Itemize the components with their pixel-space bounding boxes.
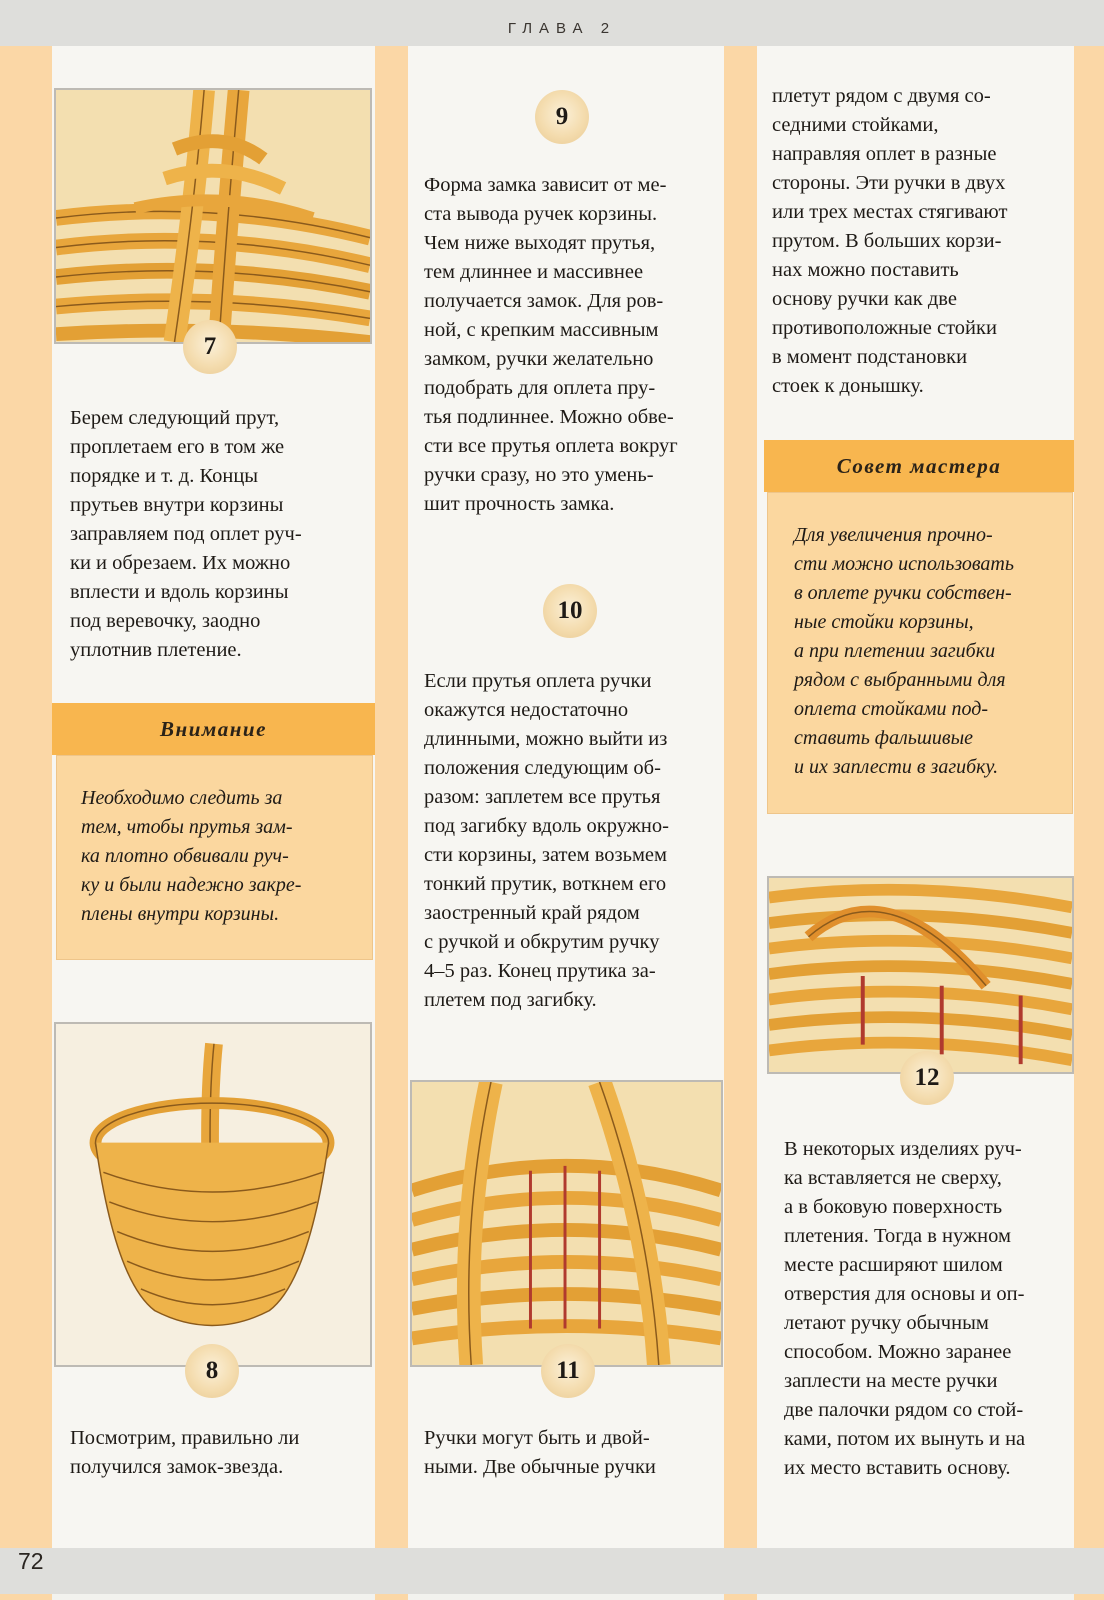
step-badge-8: 8 [185, 1344, 239, 1398]
side-stripe-mid-2 [724, 0, 757, 1600]
illustration-step-11 [410, 1080, 723, 1367]
step-badge-12: 12 [900, 1051, 954, 1105]
footer-band [0, 1548, 1104, 1594]
illustration-step-7 [54, 88, 372, 344]
side-stripe-left [0, 0, 52, 1600]
step-10-text: Если прутья оплета ручки окажутся недостаточно длинными, можно выйти из положения следующим об- разом: заплетем все прутья под загибку вдоль окружно- сти корзины, затем возьмем тонкий прутик, воткнем его заостренный край рядом с ручкой и обкрутим ручку 4–5 раз. Конец прутика за- плетем под загибку. [424, 670, 669, 1011]
step-7-text: Берем следующий прут, проплетаем его в том же порядке и т. д. Концы прутьев внутри корзины заправляем под оплет руч- ки и обрезаем. Их можно вплести и вдоль корзины под веревочку, заодно уплотнив плетение. [70, 407, 302, 661]
chapter-header: ГЛАВА 2 [507, 20, 617, 37]
page-number: 72 [18, 1548, 44, 1574]
attention-callout-text: Необходимо следить за тем, чтобы прутья зам- ка плотно обвивали руч- ку и были надежно закре- плены внутри корзины. [81, 787, 302, 925]
step-badge-10: 10 [543, 584, 597, 638]
attention-callout [56, 755, 373, 960]
tip-callout [767, 492, 1073, 814]
double-handle-basket-icon [412, 1082, 721, 1365]
attention-callout-title: Внимание [52, 703, 375, 755]
illustration-step-12 [767, 876, 1074, 1074]
round-basket-icon [56, 1024, 370, 1365]
step-12-text: В некоторых изделиях руч- ка вставляется не сверху, а в боковую поверхность плетения. Тогда в нужном месте расширяют шилом отверстия для основы и оп- летают ручку обычным способом. Можно заранее заплести на месте ручки две палочки рядом со стой- ками, потом их вынуть и на их место вставить основу. [784, 1138, 1026, 1479]
side-stripe-mid-1 [375, 0, 408, 1600]
step-badge-11: 11 [541, 1344, 595, 1398]
step-badge-9: 9 [535, 90, 589, 144]
weave-lock-closeup-icon [56, 90, 370, 342]
step-9-text: Форма замка зависит от ме- ста вывода ручек корзины. Чем ниже выходят прутья, тем длиннее и массивнее получается замок. Для ров- ной, с крепким массивным замком, ручки желательно подобрать для оплета пру- тья подлиннее. Можно обве- сти все прутья оплета вокруг ручки сразу, но это умень- шит прочность замка. [424, 174, 678, 515]
illustration-step-8 [54, 1022, 372, 1367]
step-8-text: Посмотрим, правильно ли получился замок-звезда. [70, 1427, 300, 1478]
step-badge-7: 7 [183, 320, 237, 374]
tip-callout-text: Для увеличения прочно- сти можно использовать в оплете ручки собствен- ные стойки корзины, а при плетении загибки рядом с выбранными для оплета стойками под- ставить фальшивые и их заплести в загибку. [794, 524, 1014, 778]
tip-callout-title: Совет мастера [764, 440, 1074, 492]
step-11-continued-text: плетут рядом с двумя со- седними стойками, направляя оплет в разные стороны. Эти ручки в двух или трех местах стягивают прутом. В больших корзи- нах можно поставить основу ручки как две противоположные стойки в момент подстановки стоек к донышку. [772, 85, 1008, 397]
side-handle-basket-icon [769, 878, 1072, 1072]
side-stripe-right [1074, 0, 1104, 1600]
step-11-text: Ручки могут быть и двой- ными. Две обычные ручки [424, 1427, 656, 1478]
